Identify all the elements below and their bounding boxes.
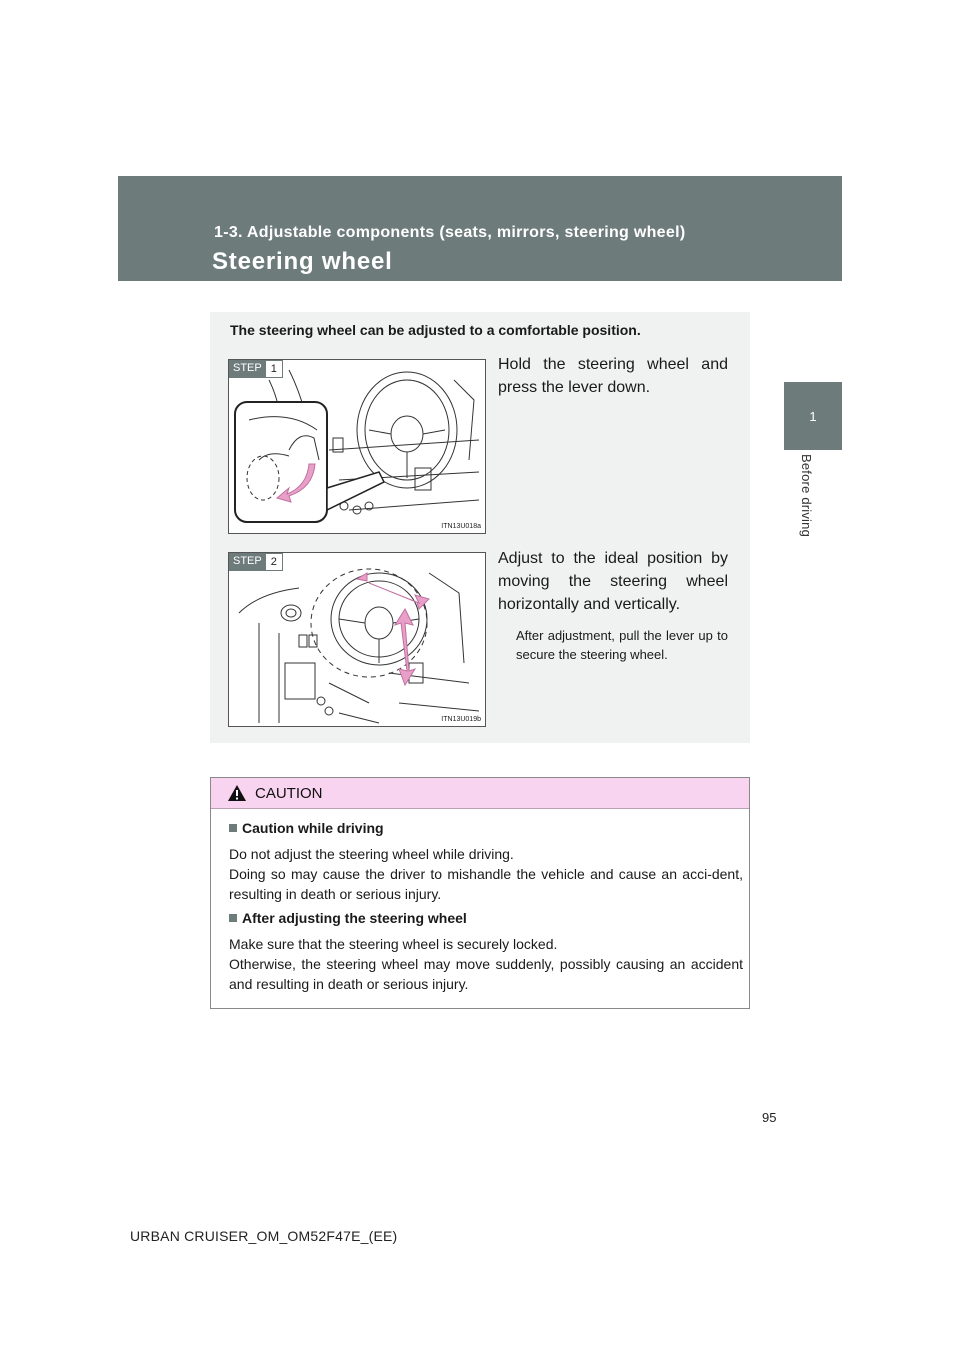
instruction-box — [210, 312, 750, 743]
chapter-tab[interactable] — [784, 382, 842, 450]
chapter-number: 1 — [809, 408, 817, 424]
steering-lever-illustration — [229, 360, 485, 533]
figure-code: ITN13U019b — [441, 716, 481, 723]
caution-line: Make sure that the steering wheel is securely locked. — [229, 936, 558, 952]
step-2-badge: STEP 2 — [229, 553, 283, 571]
figure-code: ITN13U018a — [441, 523, 481, 530]
caution-box — [210, 777, 750, 1009]
caution-item — [229, 820, 743, 904]
step-2-text: Adjust to the ideal position by moving the steering wheel horizontally and vertically. — [498, 550, 728, 613]
caution-item-title: Caution while driving — [242, 820, 384, 836]
page-number: 95 — [762, 1110, 777, 1125]
page-title: Steering wheel — [212, 248, 393, 275]
caution-line: Doing so may cause the driver to mishandle the vehicle and cause an acci-dent, resulting in death or serious injury. — [229, 866, 743, 902]
caution-line: Otherwise, the steering wheel may move suddenly, possibly causing an accident and resulting in death or serious injury. — [229, 956, 743, 992]
steering-adjust-illustration — [229, 553, 485, 726]
step-1-badge: STEP 1 — [229, 360, 283, 378]
step-1-text: Hold the steering wheel and press the lever down. — [498, 356, 728, 396]
caution-header — [211, 778, 749, 809]
section-title: 1-3. Adjustable components (seats, mirrors, steering wheel) — [214, 224, 686, 241]
caution-line: Do not adjust the steering wheel while driving. — [229, 846, 514, 862]
caution-item-title: After adjusting the steering wheel — [242, 910, 467, 926]
warning-icon — [227, 784, 247, 802]
caution-heading: CAUTION — [255, 784, 323, 802]
step-2-note: After adjustment, pull the lever up to secure the steering wheel. — [516, 628, 728, 662]
caution-item — [229, 910, 743, 994]
bullet-square-icon — [229, 824, 237, 832]
footer-code: URBAN CRUISER_OM_OM52F47E_(EE) — [130, 1228, 398, 1244]
page-header — [118, 176, 842, 281]
intro-text: The steering wheel can be adjusted to a comfortable position. — [230, 322, 641, 338]
step-1-figure — [228, 359, 486, 534]
step-2-figure — [228, 552, 486, 727]
chapter-label: Before driving — [799, 454, 814, 538]
bullet-square-icon — [229, 914, 237, 922]
